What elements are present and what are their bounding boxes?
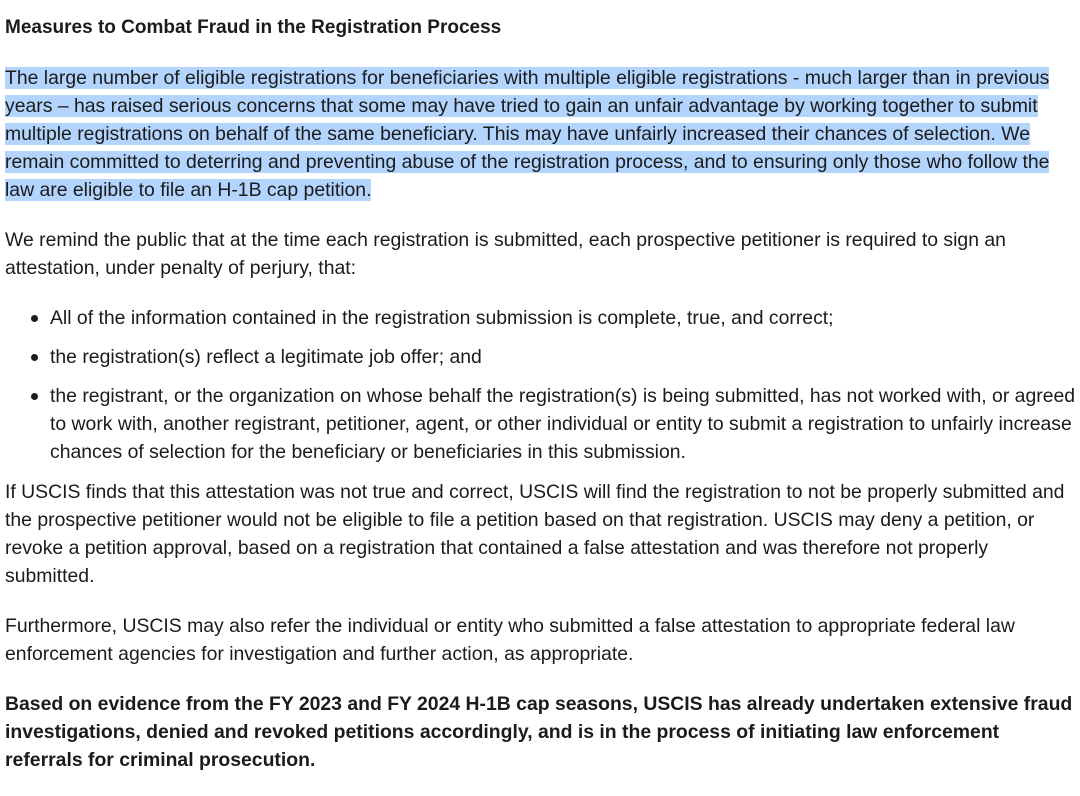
highlighted-paragraph[interactable]: [5, 64, 1076, 204]
consequence-paragraph: If USCIS finds that this attestation was not true and correct, USCIS will find the registration to not be properly submitted and the prospective petitioner would not be eligible to file a petition based on that registration. USCIS may deny a petition, or revoke a petition approval, based on a registration that contained a false attestation and was therefore not properly submitted.: [5, 481, 1065, 587]
reminder-paragraph: We remind the public that at the time each registration is submitted, each prospective petitioner is required to sign an attestation, under penalty of perjury, that:: [5, 229, 1006, 279]
text-selection[interactable]: The large number of eligible registrations for beneficiaries with multiple eligible registrations - much larger than in previous years – has raised serious concerns that some may have tried to gain an unfair advantage by working together to submit multiple registrations on behalf of the same beneficiary. This may have unfairly increased their chances of selection. We remain committed to deterring and preventing abuse of the registration process, and to ensuring only those who follow the law are eligible to file an H-1B cap petition.: [5, 67, 1050, 201]
bold-summary-paragraph: Based on evidence from the FY 2023 and FY 2024 H-1B cap seasons, USCIS has already undertaken extensive fraud investigations, denied and revoked petitions accordingly, and is in the process of initiating law enforcement referrals for criminal prosecution.: [5, 693, 1073, 771]
list-item: All of the information contained in the registration submission is complete, true, and correct;: [50, 304, 1076, 332]
referral-paragraph: Furthermore, USCIS may also refer the individual or entity who submitted a false attestation to appropriate federal law enforcement agencies for investigation and further action, as appropriate.: [5, 615, 1015, 665]
attestation-list: [5, 304, 1076, 466]
list-item: the registration(s) reflect a legitimate job offer; and: [50, 343, 1076, 371]
section-heading: Measures to Combat Fraud in the Registration Process: [5, 17, 502, 38]
list-item: the registrant, or the organization on whose behalf the registration(s) is being submitted, has not worked with, or agreed to work with, another registrant, petitioner, agent, or other individual or entity to submit a registration to unfairly increase chances of selection for the beneficiary or beneficiaries in this submission.: [50, 382, 1076, 466]
